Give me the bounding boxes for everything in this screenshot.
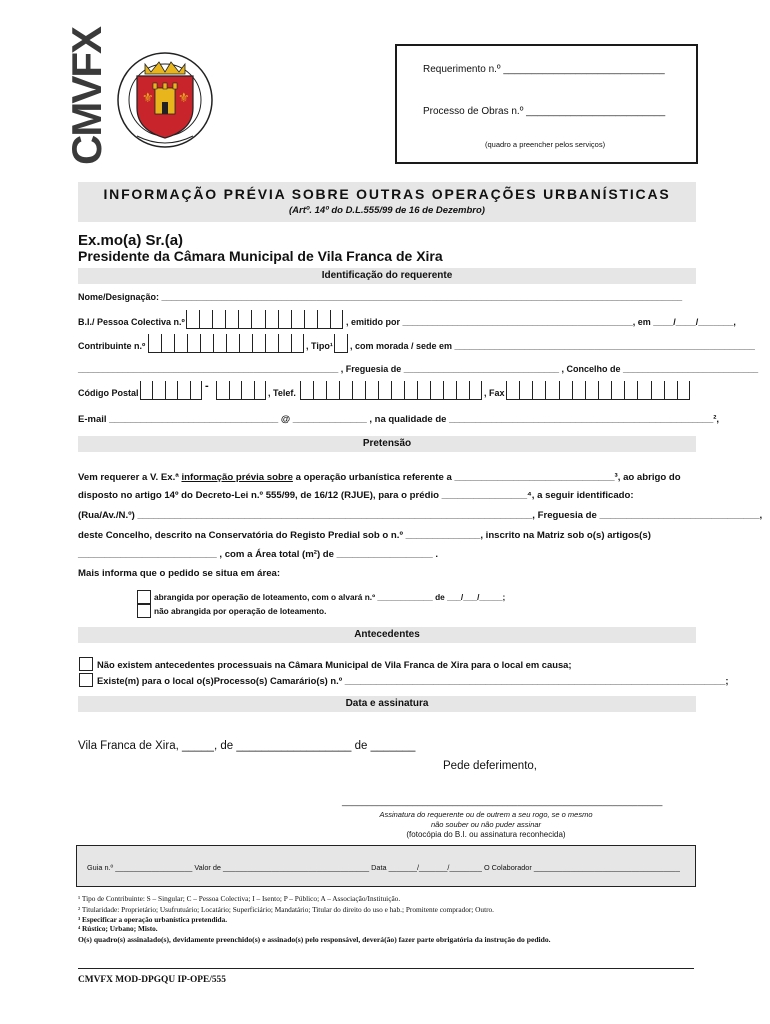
digit-separator	[677, 381, 678, 399]
tipo-label: , Tipo¹	[306, 341, 333, 351]
section-antecedentes: Antecedentes	[78, 627, 696, 643]
services-box	[395, 44, 698, 164]
loteamento-abrangida-label: abrangida por operação de loteamento, com o alvará n.º ____________ de ___/___/_____;	[154, 592, 506, 602]
digit-separator	[651, 381, 652, 399]
digit-separator	[174, 334, 175, 352]
digit-separator	[254, 381, 255, 399]
telef-label: , Telef.	[268, 388, 296, 398]
footer-rule	[78, 968, 694, 969]
sem-antecedentes-label: Não existem antecedentes processuais na Câmara Municipal de Vila Franca de Xira para o local em causa;	[97, 659, 572, 670]
brand-vertical-logo	[62, 28, 112, 165]
digit-separator	[598, 381, 599, 399]
digit-separator	[443, 381, 444, 399]
email-field[interactable]: E-mail ________________________________ @ ______________ , na qualidade de __________________________________________________²,	[78, 414, 720, 425]
guia-box	[76, 845, 696, 887]
digit-separator	[241, 381, 242, 399]
digit-separator	[252, 334, 253, 352]
digit-separator	[404, 381, 405, 399]
digit-separator	[190, 381, 191, 399]
digit-separator	[304, 310, 305, 328]
local-data-field[interactable]: Vila Franca de Xira, _____, de __________________ de _______	[78, 740, 416, 752]
requerimento-field[interactable]: Requerimento n.º _____________________________	[423, 64, 665, 75]
form-title: INFORMAÇÃO PRÉVIA SOBRE OUTRAS OPERAÇÕES URBANÍSTICAS	[103, 186, 671, 202]
digit-separator	[456, 381, 457, 399]
morada-field[interactable]: , com morada / sede em ____________________________________________________________	[350, 341, 755, 351]
digit-separator	[532, 381, 533, 399]
nome-field[interactable]: Nome/Designação: ________________________________________________________________________________________________________	[78, 292, 683, 302]
contribuinte-digit-boxes[interactable]	[148, 334, 304, 353]
pretensao-text-highlight: informação prévia sobre	[181, 472, 293, 483]
pretensao-text-a: Vem requerer a V. Ex.ª	[78, 472, 179, 483]
pretensao-line-5[interactable]: __________________________ , com a Área total (m²) de __________________ .	[78, 549, 439, 560]
digit-separator	[201, 381, 202, 399]
bi-digit-boxes[interactable]	[186, 310, 343, 329]
pretensao-line-3[interactable]: (Rua/Av./N.º) __________________________________________________________________________, Freguesia de ______________________________,	[78, 510, 763, 521]
digit-separator	[278, 334, 279, 352]
digit-separator	[481, 381, 482, 399]
tipo-digit-box[interactable]	[334, 334, 348, 353]
digit-separator	[417, 381, 418, 399]
digit-separator	[378, 381, 379, 399]
footnote-2: ² Titularidade: Proprietário; Usufrutuário; Locatário; Superficiário; Mandatário; Titular do direito do uso e hab.; Promitente comprador; Outro.	[78, 905, 495, 914]
pretensao-line-6: Mais informa que o pedido se situa em área:	[78, 568, 281, 579]
footnote-5: O(s) quadro(s) assinalado(s), devidamente preenchido(s) e assinado(s) pelo responsável, deverá(ão) fazer parte obrigatória da instrução do pedido.	[78, 935, 551, 944]
digit-separator	[334, 334, 335, 352]
digit-separator	[140, 381, 141, 399]
signature-note-1: Assinatura do requerente ou de outrem a seu rogo, se o mesmo	[379, 810, 593, 819]
digit-separator	[352, 381, 353, 399]
signature-line[interactable]: ________________________________________________________________	[342, 796, 663, 806]
pretensao-line-4[interactable]: deste Concelho, descrito na Conservatória do Registo Predial sob o n.º ______________, inscrito na Matriz sob o(s) artigos(s)	[78, 530, 651, 541]
digit-separator	[265, 381, 266, 399]
guia-fields[interactable]: Guia n.º ___________________ Valor de ____________________________________ Data _______/_______/________ O Colaborador ____________________________________	[87, 863, 680, 872]
digit-separator	[611, 381, 612, 399]
digit-separator	[637, 381, 638, 399]
digit-separator	[238, 310, 239, 328]
pretensao-line-2[interactable]: disposto no artigo 14º do Decreto-Lei n.º 555/99, de 16/12 (RJUE), para o prédio ________________⁴, a seguir identificado:	[78, 490, 634, 501]
svg-text:⚜: ⚜	[178, 91, 190, 106]
signature-note-3: (fotocópia do B.I. ou assinatura reconhecida)	[406, 830, 566, 839]
digit-separator	[165, 381, 166, 399]
digit-separator	[225, 310, 226, 328]
codigo-postal-label: Código Postal	[78, 388, 139, 398]
digit-separator	[177, 381, 178, 399]
emitido-field[interactable]: , emitido por ______________________________________________, em ____/____/_______,	[346, 317, 736, 327]
com-antecedentes-checkbox[interactable]	[79, 673, 93, 687]
section-data-assinatura: Data e assinatura	[78, 696, 696, 712]
digit-separator	[152, 381, 153, 399]
telef-digit-boxes[interactable]	[300, 381, 482, 400]
services-box-note: (quadro a preencher pelos serviços)	[485, 140, 606, 149]
loteamento-nao-abrangida-label: não abrangida por operação de loteamento.	[154, 606, 327, 616]
loteamento-abrangida-checkbox[interactable]	[137, 590, 151, 604]
addressee-title: Presidente da Câmara Municipal de Vila Franca de Xira	[78, 248, 443, 264]
digit-separator	[216, 381, 217, 399]
digit-separator	[265, 334, 266, 352]
digit-separator	[199, 310, 200, 328]
digit-separator	[430, 381, 431, 399]
digit-separator	[572, 381, 573, 399]
footnote-3: ³ Especificar a operação urbanística pretendida.	[78, 915, 228, 924]
contribuinte-label: Contribuinte n.º	[78, 341, 146, 351]
digit-separator	[624, 381, 625, 399]
digit-separator	[161, 334, 162, 352]
digit-separator	[213, 334, 214, 352]
digit-separator	[342, 310, 343, 328]
form-subtitle: (Artº. 14º do D.L.555/99 de 16 de Dezembro)	[289, 205, 485, 216]
digit-separator	[689, 381, 690, 399]
freguesia-concelho-field[interactable]: ____________________________________________________ , Freguesia de _______________________________ , Concelho de ___________________________	[78, 364, 759, 374]
digit-separator	[469, 381, 470, 399]
addressee-greeting: Ex.mo(a) Sr.(a)	[78, 232, 184, 249]
digit-separator	[200, 334, 201, 352]
municipal-crest	[115, 50, 215, 150]
loteamento-nao-abrangida-checkbox[interactable]	[137, 604, 151, 618]
codigo-postal-boxes-b[interactable]	[216, 381, 266, 400]
bi-label: B.I./ Pessoa Colectiva n.º	[78, 317, 185, 327]
digit-separator	[186, 310, 187, 328]
digit-separator	[187, 334, 188, 352]
digit-separator	[313, 381, 314, 399]
digit-separator	[519, 381, 520, 399]
footer-form-code: CMVFX MOD-DPGQU IP-OPE/555	[78, 975, 226, 985]
digit-separator	[251, 310, 252, 328]
pretensao-text-c: a operação urbanística referente a ______________________________³, ao abrigo do	[295, 472, 681, 483]
digit-separator	[545, 381, 546, 399]
digit-separator	[148, 334, 149, 352]
processo-obras-field[interactable]: Processo de Obras n.º _________________________	[423, 106, 666, 117]
codigo-postal-dash: -	[205, 380, 209, 392]
digit-separator	[291, 310, 292, 328]
digit-separator	[239, 334, 240, 352]
digit-separator	[559, 381, 560, 399]
digit-separator	[585, 381, 586, 399]
digit-separator	[212, 310, 213, 328]
digit-separator	[326, 381, 327, 399]
digit-separator	[265, 310, 266, 328]
sem-antecedentes-checkbox[interactable]	[79, 657, 93, 671]
footnote-1: ¹ Tipo de Contribuinte: S – Singular; C – Pessoa Colectiva; I – Isento; P – Público; A – Associação/Instituição.	[78, 894, 401, 903]
digit-separator	[303, 334, 304, 352]
digit-separator	[278, 310, 279, 328]
title-banner	[78, 182, 696, 222]
digit-separator	[229, 381, 230, 399]
digit-separator	[664, 381, 665, 399]
codigo-postal-boxes-a[interactable]	[140, 381, 202, 400]
com-antecedentes-label[interactable]: Existe(m) para o local o(s)Processo(s) Camarário(s) n.º _________________________________________________________________________;	[97, 675, 729, 686]
footnote-4: ⁴ Rústico; Urbano; Misto.	[78, 924, 158, 933]
pretensao-line-1[interactable]	[78, 472, 681, 483]
digit-separator	[365, 381, 366, 399]
brand-text: CMVFX	[63, 28, 110, 165]
digit-separator	[347, 334, 348, 352]
pede-deferimento: Pede deferimento,	[443, 760, 537, 772]
digit-separator	[506, 381, 507, 399]
signature-note-2: não souber ou não puder assinar	[430, 820, 542, 829]
svg-text:⚜: ⚜	[142, 91, 154, 106]
fax-digit-boxes[interactable]	[506, 381, 690, 400]
digit-separator	[300, 381, 301, 399]
digit-separator	[317, 310, 318, 328]
digit-separator	[330, 310, 331, 328]
digit-separator	[339, 381, 340, 399]
section-pretensao: Pretensão	[78, 436, 696, 452]
digit-separator	[226, 334, 227, 352]
digit-separator	[291, 334, 292, 352]
digit-separator	[391, 381, 392, 399]
section-identificacao: Identificação do requerente	[78, 268, 696, 284]
fax-label: , Fax	[484, 388, 505, 398]
